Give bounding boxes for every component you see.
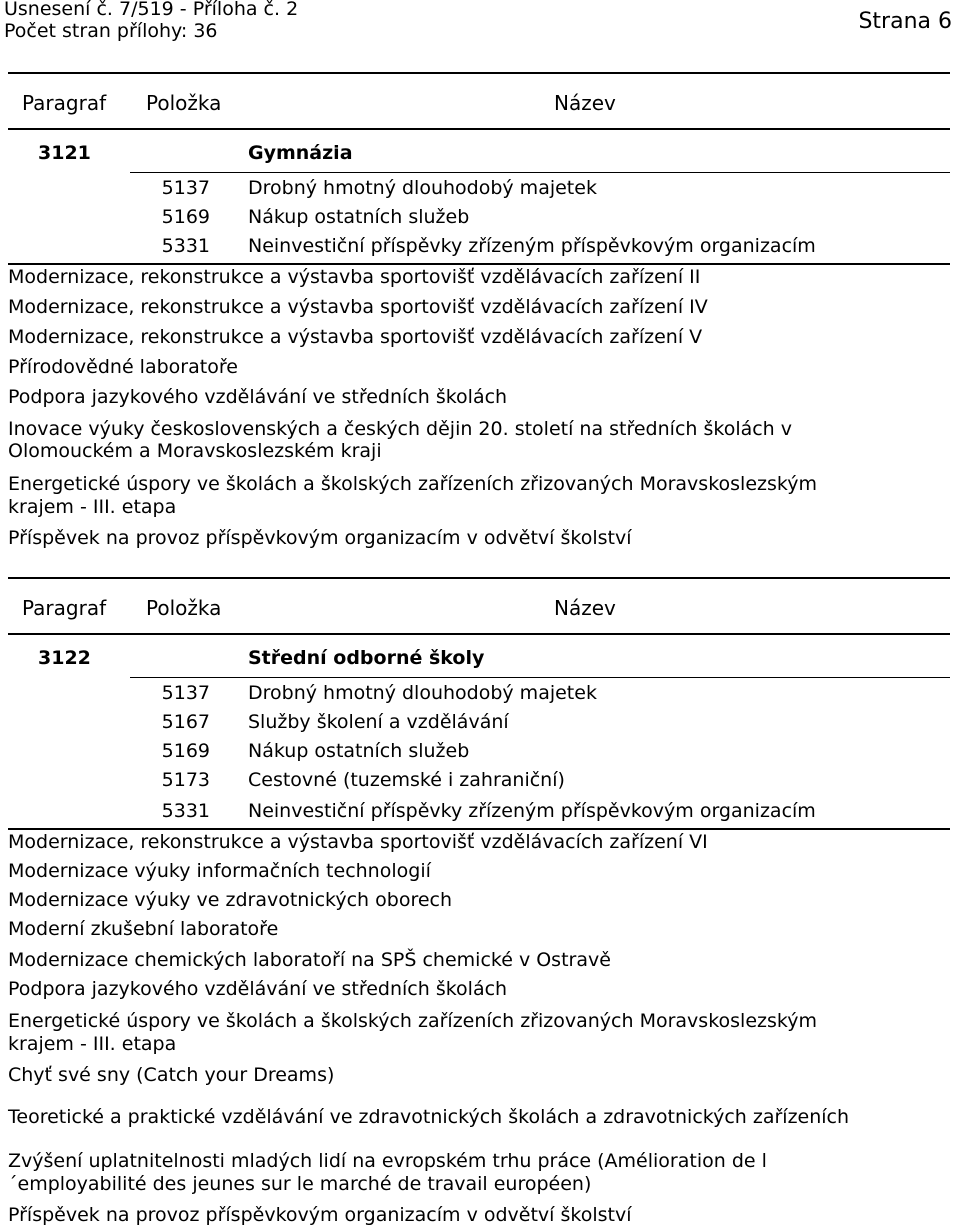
section-rule (130, 172, 950, 173)
entry: Modernizace výuky informačních technologií (8, 860, 431, 882)
entry-continued: Olomouckém a Moravskoslezském kraji (8, 440, 382, 462)
entry: Modernizace, rekonstrukce a výstavba sportovišť vzdělávacích zařízení II (8, 266, 701, 288)
entry: Modernizace, rekonstrukce a výstavba sportovišť vzdělávacích zařízení IV (8, 296, 708, 318)
column-polozka: Položka (146, 91, 222, 115)
document-reference: Usnesení č. 7/519 - Příloha č. 2 (4, 0, 299, 20)
column-paragraf: Paragraf (22, 596, 107, 620)
entry: Energetické úspory ve školách a školských zařízeních zřizovaných Moravskoslezským (8, 1010, 817, 1032)
entry: Podpora jazykového vzdělávání ve středních školách (8, 978, 508, 1000)
table-top-rule (8, 577, 950, 579)
entry-continued: ´employabilité des jeunes sur le marché de travail européen) (8, 1173, 592, 1195)
item-number: 5137 (161, 682, 210, 704)
entry: Inovace výuky československých a českých dějin 20. století na středních školách v (8, 418, 793, 440)
entry: Energetické úspory ve školách a školských zařízeních zřizovaných Moravskoslezským (8, 473, 817, 495)
item-label: Neinvestiční příspěvky zřízeným příspěvkovým organizacím (248, 235, 816, 257)
entry: Zvýšení uplatnitelnosti mladých lidí na evropském trhu práce (Amélioration de l (8, 1150, 767, 1172)
entry-continued: krajem - III. etapa (8, 496, 177, 518)
entry: Příspěvek na provoz příspěvkovým organizacím v odvětví školství (8, 1204, 632, 1226)
entry: Teoretické a praktické vzdělávání ve zdravotnických školách a zdravotnických zařízeních (8, 1106, 850, 1128)
item-label: Nákup ostatních služeb (248, 206, 470, 228)
page-count: Počet stran přílohy: 36 (4, 20, 218, 42)
column-nazev: Název (554, 91, 616, 115)
item-label: Služby školení a vzdělávání (248, 711, 509, 733)
item-number: 5137 (161, 177, 210, 199)
item-number: 5169 (161, 740, 210, 762)
item-label: Drobný hmotný dlouhodobý majetek (248, 177, 597, 199)
item-label: Nákup ostatních služeb (248, 740, 470, 762)
entry: Příspěvek na provoz příspěvkovým organizacím v odvětví školství (8, 527, 632, 549)
items-end-rule (8, 828, 950, 830)
section-code: 3121 (38, 142, 91, 164)
column-polozka: Položka (146, 596, 222, 620)
section-code: 3122 (38, 647, 91, 669)
column-paragraf: Paragraf (22, 91, 107, 115)
item-label: Drobný hmotný dlouhodobý majetek (248, 682, 597, 704)
item-label: Neinvestiční příspěvky zřízeným příspěvkovým organizacím (248, 800, 816, 822)
section-title: Střední odborné školy (248, 647, 485, 669)
page-number: Strana 6 (858, 9, 952, 34)
table-header-rule (8, 633, 950, 635)
entry: Modernizace, rekonstrukce a výstavba sportovišť vzdělávacích zařízení VI (8, 831, 708, 853)
entry: Modernizace chemických laboratoří na SPŠ chemické v Ostravě (8, 949, 611, 971)
item-number: 5169 (161, 206, 210, 228)
entry: Modernizace výuky ve zdravotnických oborech (8, 889, 453, 911)
entry-continued: krajem - III. etapa (8, 1033, 177, 1055)
items-end-rule (8, 263, 950, 265)
column-nazev: Název (554, 596, 616, 620)
item-number: 5331 (161, 235, 210, 257)
item-number: 5173 (161, 769, 210, 791)
table-top-rule (8, 72, 950, 74)
entry: Podpora jazykového vzdělávání ve středních školách (8, 386, 508, 408)
table-header-rule (8, 128, 950, 130)
entry: Modernizace, rekonstrukce a výstavba sportovišť vzdělávacích zařízení V (8, 326, 703, 348)
item-number: 5331 (161, 800, 210, 822)
entry: Chyť své sny (Catch your Dreams) (8, 1064, 335, 1086)
entry: Moderní zkušební laboratoře (8, 918, 279, 940)
item-label: Cestovné (tuzemské i zahraniční) (248, 769, 565, 791)
section-rule (130, 677, 950, 678)
entry: Přírodovědné laboratoře (8, 356, 238, 378)
item-number: 5167 (161, 711, 210, 733)
section-title: Gymnázia (248, 142, 353, 164)
